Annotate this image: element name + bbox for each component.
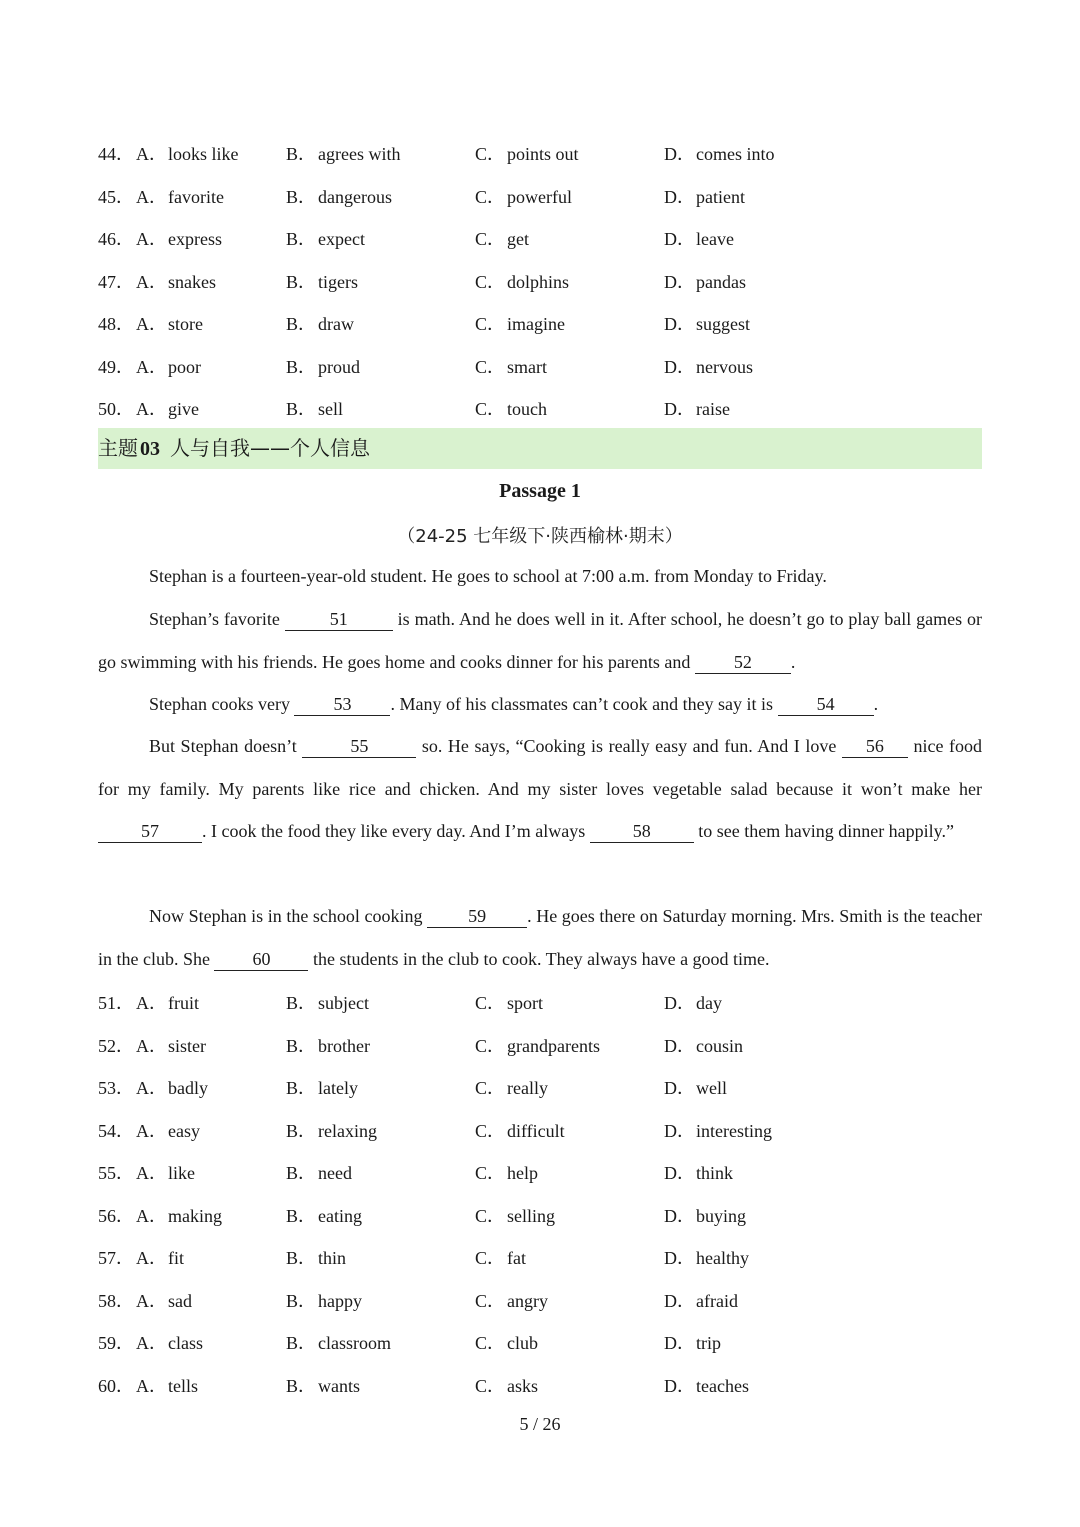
- page-current: 5: [519, 1414, 529, 1434]
- option-text: buying: [696, 1205, 747, 1226]
- passage-paragraph-1: [98, 555, 982, 598]
- passage-title: Passage 1: [499, 480, 581, 502]
- option-letter: B．: [286, 1290, 317, 1311]
- paragraph-text: Stephan is a fourteen-year-old student. He goes to school at 7:00 a.m. from Monday to Friday.: [149, 566, 827, 586]
- page-separator: /: [528, 1414, 543, 1434]
- option-letter: D．: [664, 186, 695, 207]
- option-c: [475, 1374, 538, 1398]
- option-text: like: [168, 1163, 195, 1183]
- option-text: get: [507, 229, 529, 249]
- option-letter: C．: [475, 1120, 506, 1141]
- option-text: selling: [507, 1205, 555, 1226]
- option-text: tells: [168, 1375, 198, 1396]
- question-number: 52．: [98, 1035, 134, 1056]
- option-a: [136, 312, 203, 336]
- paragraph-text: . He goes there on Saturday morning. Mrs. Smith is the teacher in the club. She: [98, 906, 982, 969]
- option-text: raise: [696, 399, 730, 419]
- option-letter: C．: [475, 356, 506, 377]
- option-b: [286, 1161, 352, 1185]
- option-d: [664, 1331, 721, 1355]
- question-number: 54．: [98, 1120, 134, 1141]
- option-c: [475, 1119, 565, 1143]
- option-letter: B．: [286, 271, 317, 292]
- option-letter: A．: [136, 229, 167, 249]
- question-row: [98, 1076, 982, 1119]
- paragraph-text: Stephan cooks very: [149, 694, 295, 714]
- option-letter: D．: [664, 1163, 695, 1183]
- question-number: 58．: [98, 1290, 134, 1311]
- option-letter: A．: [136, 314, 167, 334]
- option-text: classroom: [318, 1333, 391, 1353]
- option-letter: D．: [664, 356, 695, 377]
- option-letter: D．: [664, 1205, 695, 1226]
- option-text: snakes: [168, 271, 216, 292]
- option-text: asks: [507, 1375, 538, 1396]
- question-number: 48．: [98, 314, 134, 334]
- option-text: nervous: [696, 356, 753, 377]
- option-text: patient: [696, 186, 745, 207]
- option-a: [136, 1374, 198, 1398]
- option-letter: C．: [475, 1078, 506, 1098]
- question-number: 45．: [98, 186, 134, 207]
- option-text: sister: [168, 1035, 206, 1056]
- option-text: think: [696, 1163, 734, 1183]
- option-letter: B．: [286, 1333, 317, 1353]
- passage-paragraph-2: [98, 598, 982, 683]
- option-text: favorite: [168, 186, 224, 207]
- option-a: [136, 1034, 206, 1058]
- option-text: trip: [696, 1333, 721, 1353]
- option-text: sport: [507, 993, 543, 1013]
- option-text: difficult: [507, 1120, 565, 1141]
- option-text: day: [696, 993, 722, 1013]
- option-letter: B．: [286, 229, 317, 249]
- option-d: [664, 1246, 749, 1270]
- option-c: [475, 185, 572, 209]
- question-number: 50．: [98, 399, 134, 419]
- blank-57: 57: [98, 820, 202, 843]
- question-row: [98, 1374, 982, 1417]
- option-letter: A．: [136, 1375, 167, 1396]
- option-b: [286, 142, 400, 166]
- option-text: grandparents: [507, 1035, 600, 1056]
- option-b: [286, 1034, 370, 1058]
- option-c: [475, 1161, 538, 1185]
- passage-paragraph-5: [98, 895, 982, 980]
- option-text: eating: [318, 1205, 362, 1226]
- option-letter: D．: [664, 1078, 695, 1098]
- option-b: [286, 1331, 391, 1355]
- option-text: cousin: [696, 1035, 743, 1056]
- option-letter: A．: [136, 1163, 167, 1183]
- option-d: [664, 1161, 733, 1185]
- option-letter: B．: [286, 144, 317, 164]
- option-d: [664, 1034, 743, 1058]
- option-letter: A．: [136, 1120, 167, 1141]
- option-b: [286, 1374, 360, 1398]
- question-row: [98, 355, 982, 398]
- option-text: making: [168, 1205, 222, 1226]
- option-letter: A．: [136, 356, 167, 377]
- option-text: store: [168, 314, 203, 334]
- option-d: [664, 1119, 772, 1143]
- page-total: 26: [542, 1414, 561, 1434]
- blank-55: 55: [302, 735, 416, 758]
- option-letter: C．: [475, 1333, 506, 1353]
- option-text: teaches: [696, 1375, 749, 1396]
- option-letter: C．: [475, 1248, 506, 1268]
- option-c: [475, 1034, 600, 1058]
- option-letter: A．: [136, 271, 167, 292]
- option-text: fat: [507, 1248, 526, 1268]
- option-b: [286, 227, 365, 251]
- option-text: pandas: [696, 271, 746, 292]
- option-text: need: [318, 1163, 352, 1183]
- option-text: fruit: [168, 993, 199, 1013]
- option-a: [136, 1161, 195, 1185]
- option-letter: A．: [136, 1078, 167, 1098]
- blank-60: 60: [214, 948, 308, 971]
- option-letter: D．: [664, 1120, 695, 1141]
- paragraph-text: .: [873, 694, 879, 714]
- option-letter: C．: [475, 1035, 506, 1056]
- option-d: [664, 397, 730, 421]
- option-d: [664, 355, 753, 379]
- option-b: [286, 1076, 358, 1100]
- option-text: afraid: [696, 1290, 738, 1311]
- option-text: badly: [168, 1078, 208, 1098]
- question-row: [98, 991, 982, 1034]
- option-text: proud: [318, 356, 360, 377]
- blank-54: 54: [778, 693, 874, 716]
- option-letter: D．: [664, 229, 695, 249]
- option-text: expect: [318, 229, 365, 249]
- option-letter: D．: [664, 399, 695, 419]
- option-letter: B．: [286, 1163, 317, 1183]
- option-letter: A．: [136, 1333, 167, 1353]
- option-a: [136, 991, 199, 1015]
- option-a: [136, 142, 239, 166]
- paragraph-text: . Many of his classmates can’t cook and they say it is: [390, 694, 778, 714]
- option-text: leave: [696, 229, 734, 249]
- option-letter: C．: [475, 144, 506, 164]
- topic-number: 03: [140, 438, 160, 460]
- option-text: lately: [318, 1078, 358, 1098]
- page-number-footer: [0, 1414, 1080, 1435]
- question-number: 60．: [98, 1375, 134, 1396]
- paragraph-text: nice food for my family. My parents like rice and chicken. And my sister loves vegetable salad because it won’t make her: [98, 736, 982, 799]
- question-number: 46．: [98, 229, 134, 249]
- paragraph-text: to see them having dinner happily.”: [693, 821, 954, 841]
- topic-title: 人与自我——个人信息: [170, 436, 370, 460]
- question-row: [98, 1289, 982, 1332]
- question-number: 53．: [98, 1078, 134, 1098]
- question-row: [98, 1034, 982, 1077]
- option-letter: A．: [136, 1290, 167, 1311]
- blank-52: 52: [695, 651, 791, 674]
- option-letter: D．: [664, 314, 695, 334]
- question-number: 59．: [98, 1333, 134, 1353]
- option-letter: D．: [664, 1035, 695, 1056]
- option-b: [286, 1204, 362, 1228]
- option-c: [475, 270, 569, 294]
- option-c: [475, 312, 565, 336]
- option-letter: B．: [286, 993, 317, 1013]
- question-number: 47．: [98, 271, 134, 292]
- option-letter: B．: [286, 1078, 317, 1098]
- question-row: [98, 185, 982, 228]
- option-d: [664, 270, 746, 294]
- option-b: [286, 1289, 362, 1313]
- question-row: [98, 270, 982, 313]
- option-letter: C．: [475, 314, 506, 334]
- question-number: 51．: [98, 993, 134, 1013]
- option-c: [475, 142, 579, 166]
- option-c: [475, 1204, 555, 1228]
- option-a: [136, 1204, 222, 1228]
- option-letter: C．: [475, 271, 506, 292]
- option-text: class: [168, 1333, 203, 1353]
- option-letter: C．: [475, 399, 506, 419]
- option-letter: B．: [286, 399, 317, 419]
- option-text: sell: [318, 399, 343, 419]
- option-text: brother: [318, 1035, 370, 1056]
- option-b: [286, 355, 360, 379]
- option-d: [664, 142, 775, 166]
- question-row: [98, 1161, 982, 1204]
- option-c: [475, 1331, 538, 1355]
- option-letter: D．: [664, 1290, 695, 1311]
- option-text: express: [168, 229, 222, 249]
- option-text: help: [507, 1163, 538, 1183]
- option-letter: A．: [136, 993, 167, 1013]
- paragraph-text: Stephan’s favorite: [149, 609, 285, 629]
- option-letter: B．: [286, 1035, 317, 1056]
- option-text: imagine: [507, 314, 565, 334]
- blank-56: 56: [842, 735, 908, 758]
- option-letter: C．: [475, 186, 506, 207]
- option-letter: A．: [136, 1248, 167, 1268]
- option-c: [475, 1246, 526, 1270]
- option-d: [664, 1204, 746, 1228]
- option-text: angry: [507, 1290, 548, 1311]
- option-text: dolphins: [507, 271, 570, 292]
- option-letter: D．: [664, 1248, 695, 1268]
- question-row: [98, 227, 982, 270]
- option-c: [475, 1076, 548, 1100]
- option-d: [664, 1076, 727, 1100]
- option-letter: A．: [136, 186, 167, 207]
- option-b: [286, 270, 358, 294]
- option-a: [136, 397, 199, 421]
- option-letter: D．: [664, 271, 695, 292]
- option-text: healthy: [696, 1248, 749, 1268]
- topic-prefix: 主题: [98, 436, 138, 460]
- question-row: [98, 1204, 982, 1247]
- option-letter: D．: [664, 144, 695, 164]
- question-row: [98, 1119, 982, 1162]
- option-text: thin: [318, 1248, 347, 1268]
- option-d: [664, 1289, 738, 1313]
- option-text: tigers: [318, 271, 358, 292]
- paragraph-text: . I cook the food they like every day. And I’m always: [202, 821, 590, 841]
- option-letter: B．: [286, 1120, 317, 1141]
- option-text: powerful: [507, 186, 572, 207]
- paragraph-text: the students in the club to cook. They always have a good time.: [308, 948, 770, 969]
- question-row: [98, 312, 982, 355]
- option-b: [286, 991, 369, 1015]
- question-number: 55．: [98, 1163, 134, 1183]
- option-letter: C．: [475, 1205, 506, 1226]
- option-letter: A．: [136, 144, 167, 164]
- option-text: touch: [507, 399, 547, 419]
- blank-59: 59: [427, 905, 527, 928]
- question-row: [98, 142, 982, 185]
- blank-53: 53: [294, 693, 390, 716]
- option-letter: B．: [286, 1248, 317, 1268]
- option-c: [475, 397, 547, 421]
- question-list-51-60: [98, 991, 982, 1416]
- option-text: well: [696, 1078, 727, 1098]
- option-letter: D．: [664, 993, 695, 1013]
- option-text: easy: [168, 1120, 200, 1141]
- paragraph-text: Now Stephan is in the school cooking: [149, 906, 428, 926]
- option-letter: A．: [136, 399, 167, 419]
- option-a: [136, 1246, 184, 1270]
- option-text: subject: [318, 993, 369, 1013]
- passage-paragraph-3: [98, 683, 982, 726]
- option-c: [475, 355, 547, 379]
- option-b: [286, 1119, 377, 1143]
- question-number: 56．: [98, 1205, 134, 1226]
- option-letter: B．: [286, 356, 317, 377]
- passage-source: （24-25 七年级下·陕西榆林·期末）: [397, 526, 683, 547]
- option-letter: C．: [475, 1375, 506, 1396]
- option-d: [664, 185, 745, 209]
- option-a: [136, 355, 201, 379]
- option-text: sad: [168, 1290, 192, 1311]
- option-d: [664, 312, 750, 336]
- passage-paragraph-4: [98, 725, 982, 853]
- option-a: [136, 185, 224, 209]
- option-text: dangerous: [318, 186, 392, 207]
- paragraph-text: is math. And he does well in it. After school, he doesn’t go to play ball games or go swimming with his friends. He goes home and cooks dinner for his parents and: [98, 609, 982, 672]
- option-letter: C．: [475, 1290, 506, 1311]
- option-letter: B．: [286, 314, 317, 334]
- question-row: [98, 1246, 982, 1289]
- option-text: points out: [507, 144, 579, 164]
- option-text: poor: [168, 356, 201, 377]
- option-text: interesting: [696, 1120, 772, 1141]
- option-letter: B．: [286, 1205, 317, 1226]
- option-letter: C．: [475, 993, 506, 1013]
- option-text: agrees with: [318, 144, 401, 164]
- option-letter: C．: [475, 1163, 506, 1183]
- option-text: happy: [318, 1290, 362, 1311]
- option-letter: D．: [664, 1375, 695, 1396]
- paragraph-text: But Stephan doesn’t: [149, 736, 303, 756]
- option-a: [136, 1289, 192, 1313]
- option-letter: A．: [136, 1035, 167, 1056]
- option-b: [286, 397, 343, 421]
- option-d: [664, 991, 722, 1015]
- option-text: fit: [168, 1248, 184, 1268]
- option-letter: A．: [136, 1205, 167, 1226]
- option-c: [475, 1289, 548, 1313]
- question-number: 44．: [98, 144, 134, 164]
- option-text: draw: [318, 314, 354, 334]
- option-a: [136, 1331, 203, 1355]
- option-b: [286, 185, 392, 209]
- option-letter: C．: [475, 229, 506, 249]
- topic-header-bar: [98, 428, 982, 469]
- option-a: [136, 1076, 208, 1100]
- question-row: [98, 1331, 982, 1374]
- option-text: looks like: [168, 144, 239, 164]
- option-a: [136, 227, 222, 251]
- option-c: [475, 227, 529, 251]
- option-a: [136, 1119, 200, 1143]
- option-text: club: [507, 1333, 538, 1353]
- question-number: 49．: [98, 356, 134, 377]
- option-a: [136, 270, 216, 294]
- option-text: suggest: [696, 314, 750, 334]
- question-number: 57．: [98, 1248, 134, 1268]
- question-list-44-50: [98, 142, 982, 440]
- option-letter: B．: [286, 1375, 317, 1396]
- option-d: [664, 227, 734, 251]
- option-text: really: [507, 1078, 548, 1098]
- option-letter: B．: [286, 186, 317, 207]
- blank-58: 58: [590, 820, 694, 843]
- option-c: [475, 991, 543, 1015]
- option-b: [286, 312, 354, 336]
- option-text: relaxing: [318, 1120, 377, 1141]
- option-letter: D．: [664, 1333, 695, 1353]
- blank-51: 51: [285, 608, 393, 631]
- option-text: smart: [507, 356, 547, 377]
- option-text: give: [168, 399, 199, 419]
- option-b: [286, 1246, 346, 1270]
- paragraph-text: .: [790, 651, 796, 672]
- option-text: comes into: [696, 144, 775, 164]
- option-text: wants: [318, 1375, 360, 1396]
- paragraph-text: so. He says, “Cooking is really easy and fun. And I love: [416, 736, 842, 756]
- option-d: [664, 1374, 749, 1398]
